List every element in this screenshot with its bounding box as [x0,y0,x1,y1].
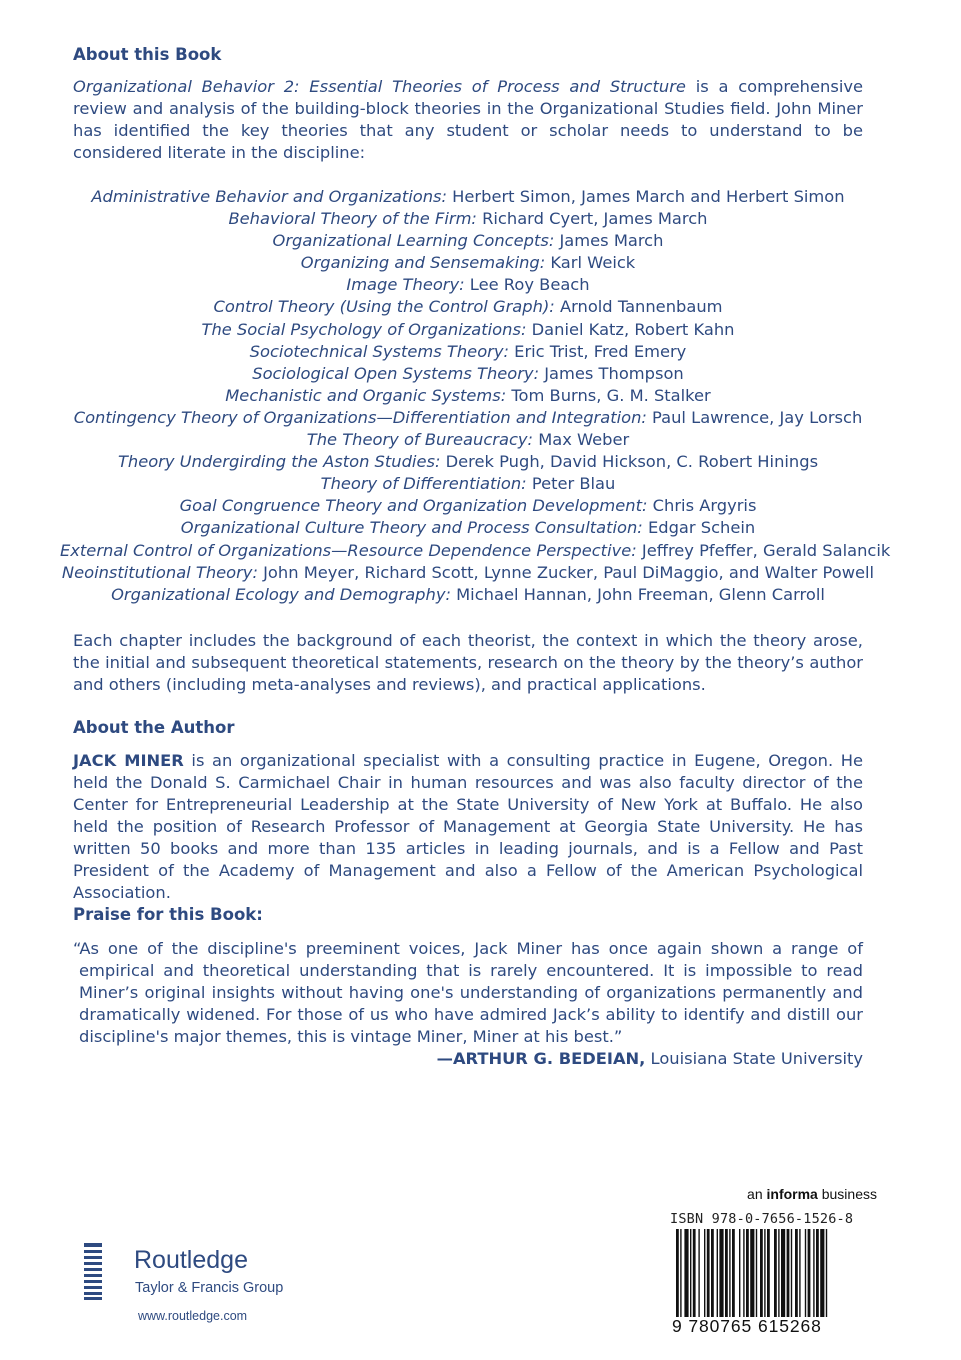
ean-digits: 9 780765 615268 [672,1316,822,1336]
theory-title: Sociological Open Systems Theory: [252,363,540,383]
barcode-bar [808,1229,811,1317]
praise-quote-text: “As one of the discipline's preeminent voices, Jack Miner has once again shown a range of empirical and theoretical understanding that is rarely encountered. It is impossible to read Miner’s original insights without having one's understanding of organizations permanently and dramatically widened. For those of us who have admired Jack’s ability to identify and distill our discipline's major themes, this is vintage Miner, Miner at his best.” [73,939,863,1046]
barcode-bar [813,1229,814,1317]
barcode-bar [795,1229,798,1317]
theories-list [60,186,891,606]
chapter-note: Each chapter includes the background of each theorist, the context in which the theory arose, the initial and subsequent theoretical statements, research on the theory by the theory’s author and others (including meta-analyses and reviews), and practical applications. [73,631,863,694]
praise-heading: Praise for this Book: [73,905,263,924]
attribution-name: —ARTHUR G. BEDEIAN, [436,1049,646,1068]
theory-item [60,429,876,451]
theory-title: External Control of Organizations—Resource Dependence Perspective: [60,540,637,560]
theory-item [60,495,876,517]
theory-title: Contingency Theory of Organizations—Differentiation and Integration: [73,407,647,427]
theory-authors: Michael Hannan, John Freeman, Glenn Carroll [450,584,825,604]
barcode-bar [820,1229,824,1317]
informa-brand: informa [766,1186,818,1202]
theory-item [60,341,876,363]
theory-item [60,274,876,296]
theory-authors: Richard Cyert, James March [476,209,708,229]
theory-item [60,230,876,252]
barcode-bar [698,1229,699,1317]
book-title: Organizational Behavior 2: Essential Theories of Process and Structure [73,77,686,96]
barcode-bar [799,1229,800,1317]
theory-item [60,186,876,208]
theory-authors: Lee Roy Beach [464,275,590,295]
praise-quote [73,938,863,1048]
informa-prefix: an [747,1186,767,1202]
attribution-affiliation: Louisiana State University [645,1049,863,1068]
barcode-bar [732,1229,735,1317]
theory-authors: Max Weber [533,430,630,450]
theory-item [60,540,891,562]
theory-title: Organizing and Sensemaking: [300,253,546,273]
theory-title: The Theory of Bureaucracy: [306,430,534,450]
barcode-bar [717,1229,718,1317]
about-book-heading: About this Book [73,45,222,64]
theory-title: Behavioral Theory of the Firm: [228,209,477,229]
barcode-bar [680,1229,681,1317]
theory-item [60,517,876,539]
theory-authors: Arnold Tannenbaum [554,297,723,317]
theory-authors: Tom Burns, G. M. Stalker [506,385,711,405]
barcode-bar [707,1229,710,1317]
barcode-bar [787,1229,790,1317]
barcode-bar [743,1229,744,1317]
theory-item [60,473,876,495]
theory-item [60,562,876,584]
author-bio-text: is an organizational specialist with a consulting practice in Eugene, Oregon. He held the Donald S. Carmichael Chair in human resources and was also faculty director of the Center for Entrepreneurial Leadership at the State University of New York at Buffalo. He also held the position of Research Professor of Management at Georgia State University. He has written 50 books and more than 135 articles in leading journals, and is a Fellow and Past President of the Academy of Management and also a Fellow of the American Psychological Association. [73,751,863,902]
isbn-label: ISBN 978-0-7656-1526-8 [670,1211,854,1227]
theory-item [60,363,876,385]
theory-authors: Jeffrey Pfeffer, Gerald Salancik [636,540,891,560]
theory-item [60,208,876,230]
barcode-bar [826,1229,827,1317]
barcode-bar [746,1229,749,1317]
theory-authors: Herbert Simon, James March and Herbert Simon [447,187,845,206]
publisher-name: Routledge [134,1246,248,1274]
barcode-bar [791,1229,792,1317]
theory-title: Goal Congruence Theory and Organization Development: [179,496,648,516]
theory-authors: Karl Weick [545,253,636,273]
theory-title: Organizational Ecology and Demography: [111,584,451,604]
theory-item [60,584,876,606]
theory-item [60,296,876,318]
theory-title: Image Theory: [346,275,465,295]
barcode-bar [693,1229,696,1317]
barcode-bar [704,1229,705,1317]
theory-title: Control Theory (Using the Control Graph): [213,297,555,317]
theory-authors: Eric Trist, Fred Emery [508,341,687,361]
theory-authors: Peter Blau [526,474,616,494]
theory-authors: John Meyer, Richard Scott, Lynne Zucker, Paul DiMaggio, and Walter Powell [257,562,875,582]
theory-authors: Daniel Katz, Robert Kahn [526,319,735,339]
praise-attribution [437,1048,863,1070]
barcode-bar [725,1229,728,1317]
theory-item [60,319,876,341]
barcode-bar [781,1229,785,1317]
author-bio [73,750,863,904]
barcode-bar [690,1229,691,1317]
barcode-bar [774,1229,777,1317]
theory-item [60,451,876,473]
barcode-bar [805,1229,806,1317]
theory-title: Theory of Differentiation: [320,474,527,494]
barcode-bar [764,1229,765,1317]
theory-authors: James March [554,231,664,251]
theory-title: The Social Psychology of Organizations: [201,319,527,339]
publisher-group: Taylor & Francis Group [135,1280,284,1296]
theory-title: Organizational Learning Concepts: [272,231,555,251]
barcode-bar [767,1229,770,1317]
theory-authors: Derek Pugh, David Hickson, C. Robert Hinings [440,452,819,472]
informa-suffix: business [817,1186,877,1202]
barcode-bar [676,1229,679,1317]
barcode-bars [676,1229,871,1321]
theory-title: Neoinstitutional Theory: [61,562,258,582]
theory-title: Sociotechnical Systems Theory: [249,341,509,361]
barcode-bar [684,1229,688,1317]
barcode-bar [750,1229,754,1317]
barcode-bar [756,1229,757,1317]
routledge-logo-icon [82,1240,104,1302]
theory-title: Administrative Behavior and Organizations: [91,187,447,206]
publisher-url: www.routledge.com [138,1309,248,1323]
theory-authors: Chris Argyris [647,496,757,516]
about-book-paragraph [73,76,863,164]
barcode-bar [729,1229,730,1317]
barcode-bar [711,1229,714,1317]
theory-item [60,252,876,274]
theory-title: Organizational Culture Theory and Process Consultation: [180,518,643,538]
about-book-text: is a comprehensive review and analysis of the building-block theories in the Organizational Studies field. John Miner has identified the key theories that any student or scholar needs to understand to be considered literate in the discipline: [73,77,863,162]
theory-title: Mechanistic and Organic Systems: [225,385,507,405]
informa-tagline [747,1186,877,1202]
theory-authors: James Thompson [539,363,684,383]
theory-authors: Paul Lawrence, Jay Lorsch [646,407,863,427]
theory-title: Theory Undergirding the Aston Studies: [117,452,441,472]
about-author-heading: About the Author [73,718,235,737]
barcode-bar [739,1229,740,1317]
barcode-bar [778,1229,779,1317]
theory-item [60,385,876,407]
barcode-bar [816,1229,819,1317]
theory-item [60,407,876,429]
theory-authors: Edgar Schein [642,518,756,538]
author-name: JACK MINER [73,751,184,770]
barcode-bar [760,1229,763,1317]
barcode-bar [719,1229,723,1317]
